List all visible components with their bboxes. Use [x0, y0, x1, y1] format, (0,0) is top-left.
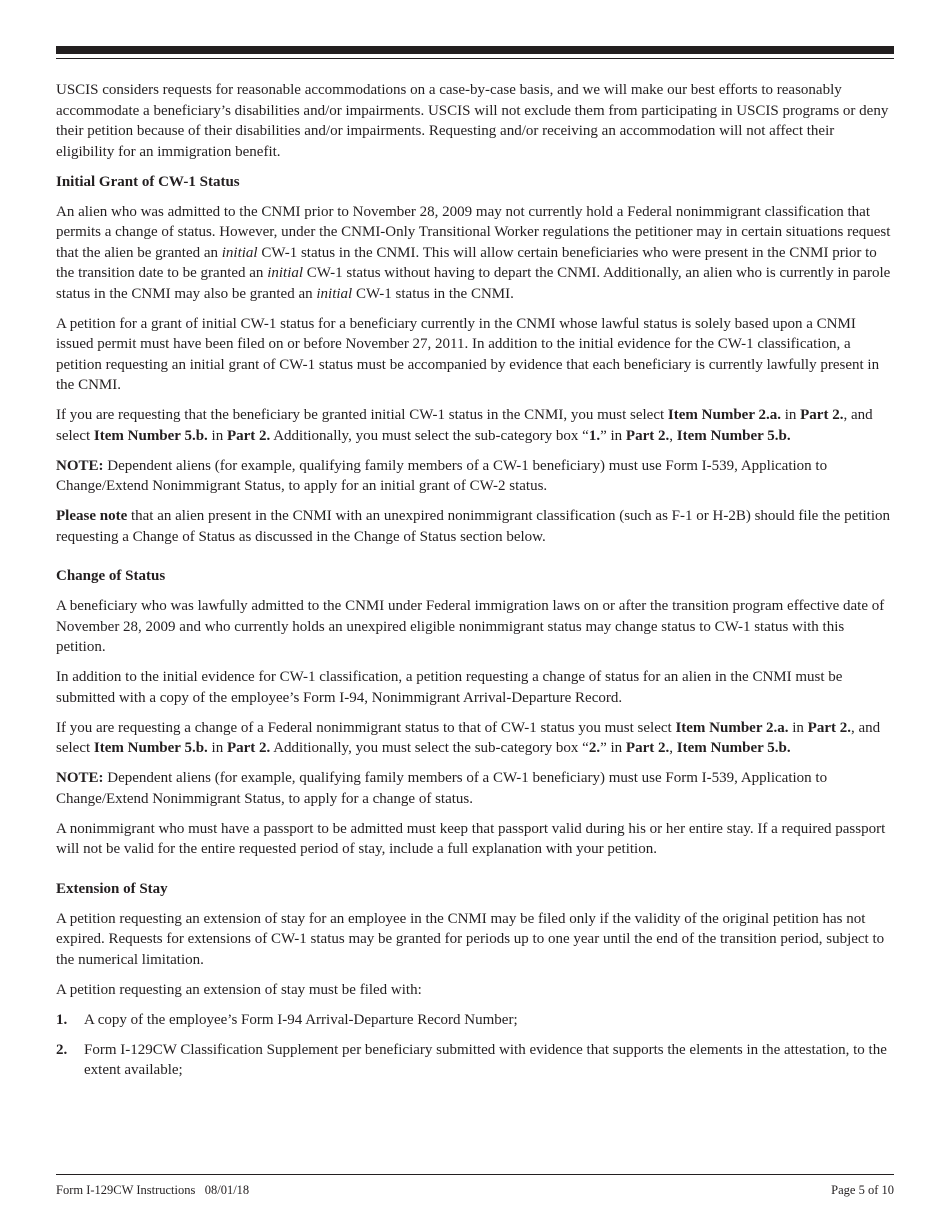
- initial-grant-heading: Initial Grant of CW-1 Status: [56, 173, 240, 190]
- list-item: [56, 1010, 896, 1031]
- intro-paragraph: USCIS considers requests for reasonable accommodations on a case-by-case basis, and we will make our best efforts to reasonably accommodate a beneficiary’s disabilities and/or impairments. USCIS will not exclude them from participating in USCIS programs or deny their petition because of their disabilities and/or impairments. Requesting and/or receiving an accommodation will not affect their eligibility for an immigration benefit.: [56, 82, 889, 160]
- change-of-status-paragraph-3: If you are requesting a change of a Federal nonimmigrant status to that of CW-1 status you must select Item Number 2.a. in Part 2., and select Item Number 5.b. in Part 2. Additionally, you must select the sub-category box “2.” in Part 2., Item Number 5.b.: [56, 719, 881, 756]
- initial-grant-paragraph-2: A petition for a grant of initial CW-1 status for a beneficiary currently in the CNMI whose lawful status is solely based upon a CNMI issued permit must have been filed on or before November 27, 2011. In addition to the initial evidence for the CW-1 classification, a petition requesting an initial grant of CW-1 status must be accompanied by evidence that each beneficiary is currently lawfully present in the CNMI.: [56, 315, 880, 393]
- initial-grant-please-note: Please note that an alien present in the CNMI with an unexpired nonimmigrant classification (such as F-1 or H-2B) should file the petition requesting a Change of Status as discussed in the Change of Status section below.: [56, 508, 890, 545]
- change-of-status-paragraph-4: A nonimmigrant who must have a passport to be admitted must keep that passport valid during his or her entire stay. If a required passport will not be valid for the entire requested period of stay, include a full explanation with your petition.: [56, 820, 886, 857]
- footer-page-number: Page 5 of 10: [831, 1183, 894, 1197]
- list-item: [56, 1040, 896, 1081]
- extension-paragraph-2: A petition requesting an extension of stay must be filed with:: [56, 981, 422, 998]
- list-item-text: Form I-129CW Classification Supplement per beneficiary submitted with evidence that supports the elements in the attestation, to the extent available;: [84, 1041, 887, 1078]
- header-thin-rule: [56, 58, 894, 59]
- extension-paragraph-1: A petition requesting an extension of stay for an employee in the CNMI may be filed only if the validity of the original petition has not expired. Requests for extensions of CW-1 status may be granted for periods up to one year until the end of the transition period, subject to the numerical limitation.: [56, 910, 885, 968]
- list-item-number: 1.: [56, 1011, 68, 1028]
- footer-form-name: Form I-129CW Instructions 08/01/18: [56, 1183, 250, 1197]
- extension-of-stay-heading: Extension of Stay: [56, 880, 168, 897]
- footer-rule: [56, 1174, 894, 1175]
- page-footer: [56, 1183, 894, 1198]
- initial-grant-paragraph-1: An alien who was admitted to the CNMI prior to November 28, 2009 may not currently hold a Federal nonimmigrant classification that permits a change of status. However, under the CNMI-Only Transitional Worker regulations the petitioner may in certain situations request that the alien be granted an initial CW-1 status in the CNMI. This will allow certain beneficiaries who were present in the CNMI prior to the transition date to be granted an initial CW-1 status without having to depart the CNMI. Additionally, an alien who is currently in parole status in the CNMI may also be granted an initial CW-1 status in the CNMI.: [56, 203, 891, 302]
- change-of-status-heading: Change of Status: [56, 568, 166, 584]
- list-item-text: A copy of the employee’s Form I-94 Arrival-Departure Record Number;: [84, 1011, 518, 1028]
- change-of-status-paragraph-2: In addition to the initial evidence for CW-1 classification, a petition requesting a change of status for an alien in the CNMI must be submitted with a copy of the employee’s Form I-94, Nonimmigrant Arrival-Departure Record.: [56, 669, 843, 706]
- extension-requirements-list: [56, 1010, 896, 1081]
- initial-grant-paragraph-3: If you are requesting that the beneficiary be granted initial CW-1 status in the CNMI, you must select Item Number 2.a. in Part 2., and select Item Number 5.b. in Part 2. Additionally, you must select the sub-category box “1.” in Part 2., Item Number 5.b.: [56, 407, 873, 444]
- change-of-status-paragraph-1: A beneficiary who was lawfully admitted to the CNMI under Federal immigration laws on or after the transition program effective date of November 28, 2009 and who currently holds an unexpired eligible nonimmigrant status may change status to CW-1 status with this petition.: [56, 598, 885, 655]
- page-content: [56, 80, 896, 1090]
- initial-grant-note: NOTE: Dependent aliens (for example, qualifying family members of a CW-1 beneficiary) must use Form I-539, Application to Change/Extend Nonimmigrant Status, to apply for an initial grant of CW-2 status.: [56, 457, 828, 494]
- change-of-status-note: NOTE: Dependent aliens (for example, qualifying family members of a CW-1 beneficiary) must use Form I-539, Application to Change/Extend Nonimmigrant Status, to apply for a change of status.: [56, 770, 828, 807]
- list-item-number: 2.: [56, 1041, 68, 1058]
- header-thick-rule: [56, 46, 894, 54]
